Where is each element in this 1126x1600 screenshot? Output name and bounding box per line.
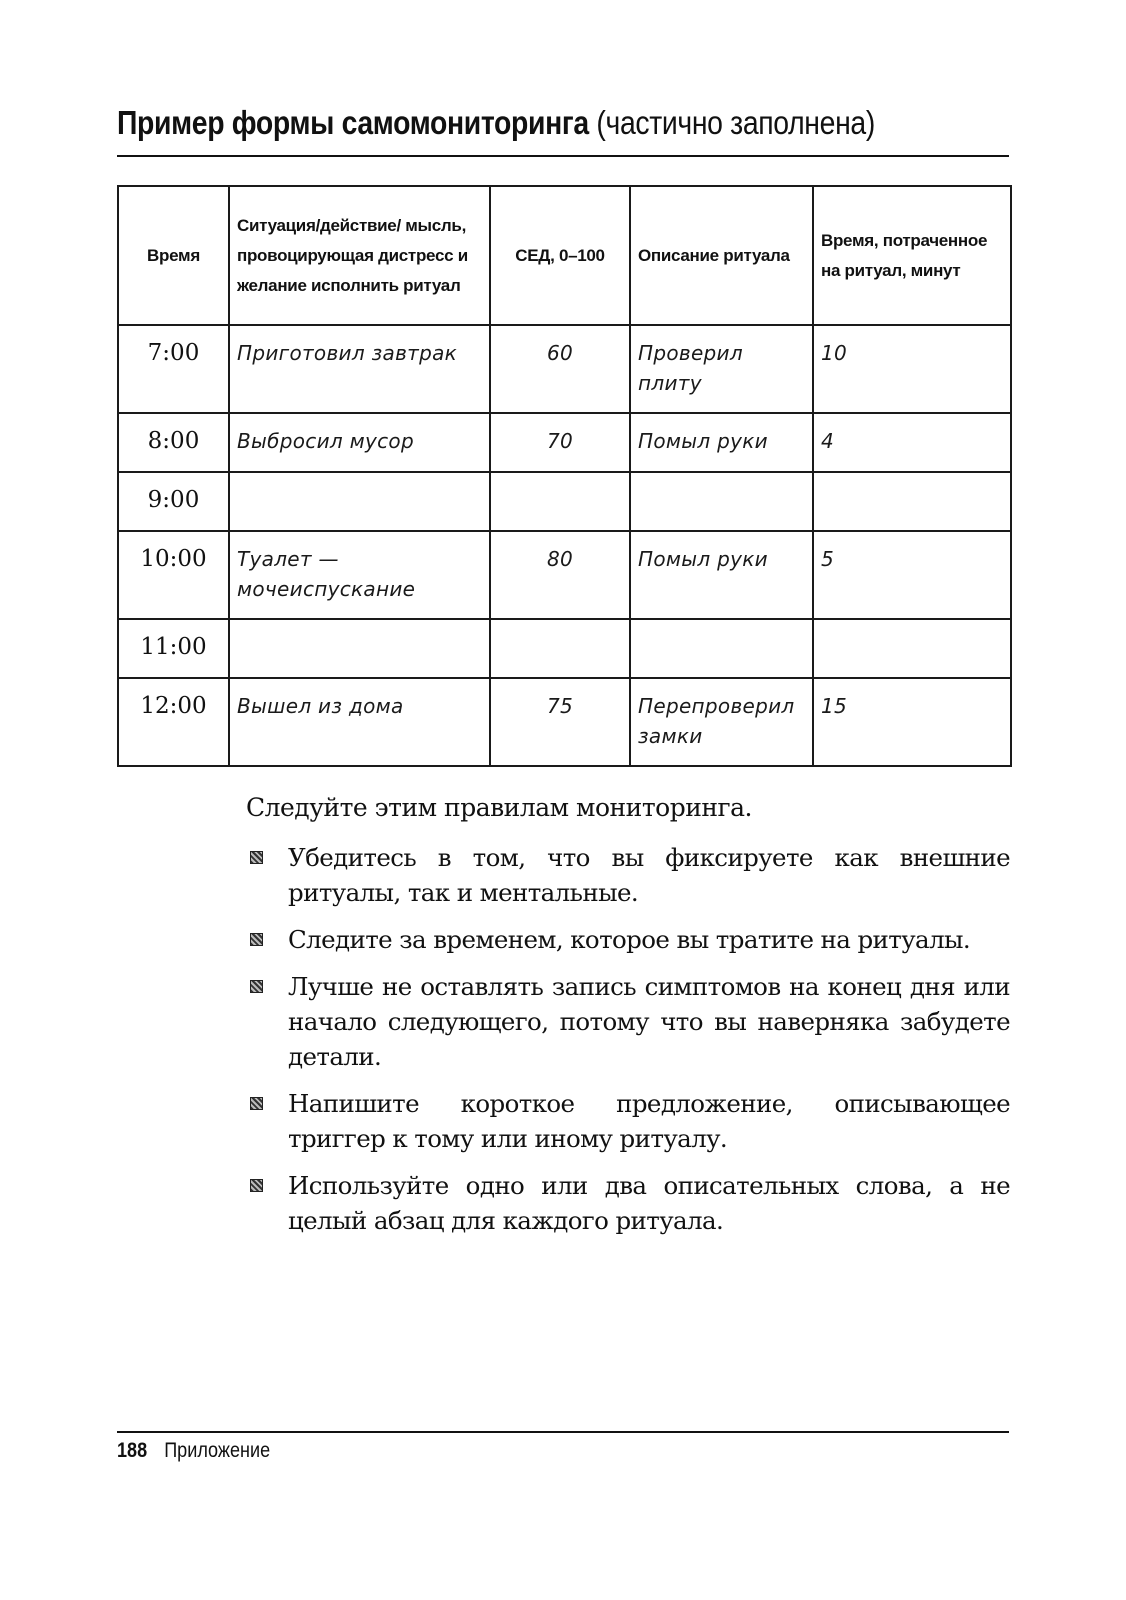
hatched-square-icon [250,1097,263,1110]
header-minutes: Время, потраченное на ритуал, минут [813,186,1011,325]
table-row [118,413,1011,472]
cell-ritual: Перепроверил замки [630,678,813,766]
cell-ritual [630,472,813,531]
cell-minutes: 5 [813,531,1011,619]
page-title-main: Пример формы самомониторинга [117,104,589,141]
cell-time: 10:00 [118,531,229,619]
cell-sud [490,619,630,678]
cell-time: 7:00 [118,325,229,413]
table-row [118,325,1011,413]
cell-sud [490,472,630,531]
rule-text: Напишите короткое предложение, описывающее триггер к тому или иному ритуалу. [288,1089,1010,1153]
list-item [246,922,1010,957]
cell-minutes [813,472,1011,531]
cell-minutes: 4 [813,413,1011,472]
self-monitoring-form-table [117,185,1012,767]
cell-sud: 80 [490,531,630,619]
page-title [117,98,884,148]
page-footer [117,1436,270,1466]
table-row [118,472,1011,531]
cell-ritual: Помыл руки [630,531,813,619]
rules-intro: Следуйте этим правилам мониторинга. [246,793,752,822]
cell-situation [229,619,490,678]
rules-list [246,840,1010,1250]
header-ritual: Описание ритуала [630,186,813,325]
list-item [246,1086,1010,1156]
hatched-square-icon [250,933,263,946]
header-time: Время [118,186,229,325]
cell-minutes: 15 [813,678,1011,766]
section-name: Приложение [164,1439,271,1462]
hatched-square-icon [250,980,263,993]
list-item [246,969,1010,1074]
page-number: 188 [117,1439,148,1462]
cell-minutes [813,619,1011,678]
table-row [118,678,1011,766]
header-situation: Ситуация/действие/ мысль, провоцирующая дистресс и желание исполнить ритуал [229,186,490,325]
table-row [118,619,1011,678]
cell-time: 12:00 [118,678,229,766]
cell-situation: Туалет — мочеиспускание [229,531,490,619]
header-sud: СЕД, 0–100 [490,186,630,325]
table-header-row [118,186,1011,325]
list-item [246,1168,1010,1238]
cell-situation: Приготовил завтрак [229,325,490,413]
rule-text: Следите за временем, которое вы тратите на ритуалы. [288,925,971,954]
hatched-square-icon [250,1179,263,1192]
rule-text: Лучше не оставлять запись симптомов на конец дня или начало следующего, потому что вы наверняка забудете детали. [288,972,1010,1071]
rule-text: Убедитесь в том, что вы фиксируете как внешние ритуалы, так и ментальные. [288,843,1010,907]
cell-sud: 75 [490,678,630,766]
cell-ritual: Проверил плиту [630,325,813,413]
cell-ritual: Помыл руки [630,413,813,472]
table-row [118,531,1011,619]
cell-time: 8:00 [118,413,229,472]
footer-divider [117,1431,1009,1433]
cell-sud: 60 [490,325,630,413]
cell-time: 9:00 [118,472,229,531]
cell-situation: Вышел из дома [229,678,490,766]
cell-time: 11:00 [118,619,229,678]
cell-situation [229,472,490,531]
list-item [246,840,1010,910]
page-title-note: (частично заполнена) [596,104,875,141]
cell-minutes: 10 [813,325,1011,413]
hatched-square-icon [250,851,263,864]
cell-sud: 70 [490,413,630,472]
cell-situation: Выбросил мусор [229,413,490,472]
rule-text: Используйте одно или два описательных слова, а не целый абзац для каждого ритуала. [288,1171,1010,1235]
cell-ritual [630,619,813,678]
title-divider [117,155,1009,157]
